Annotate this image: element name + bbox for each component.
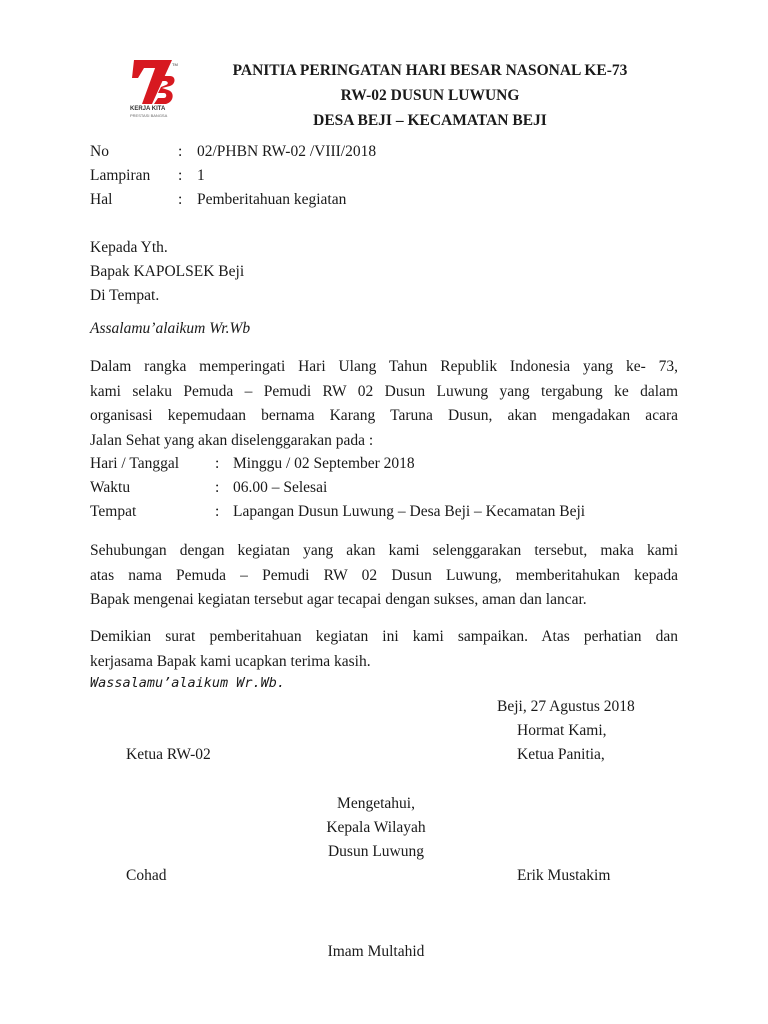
event-time-sep: : bbox=[215, 479, 220, 496]
paragraph-intro-line: Dalam rangka memperingati Hari Ulang Tahun Republik Indonesia yang ke- 73, bbox=[90, 358, 678, 375]
left-signatory-name: Cohad bbox=[126, 867, 167, 884]
event-date-value: Minggu / 02 September 2018 bbox=[233, 455, 415, 472]
closing-greeting: Wassalamu’alaikum Wr.Wb. bbox=[90, 675, 286, 691]
paragraph-intro-line: kami selaku Pemuda – Pemudi RW 02 Dusun Luwung yang tergabung ke dalam bbox=[90, 382, 678, 400]
recipient-line2: Bapak KAPOLSEK Beji bbox=[90, 263, 245, 280]
event-time-label: Waktu bbox=[90, 479, 131, 496]
paragraph-closing-line: kerjasama Bapak kami ucapkan terima kasih. bbox=[90, 652, 371, 670]
meta-no-sep: : bbox=[178, 143, 183, 160]
header-committee: PANITIA PERINGATAN HARI BESAR NASONAL KE-73 bbox=[232, 62, 628, 79]
paragraph-notice bbox=[90, 539, 678, 613]
acknowledged-role: Kepala Wilayah bbox=[326, 819, 426, 836]
meta-hal-sep: : bbox=[178, 191, 183, 208]
paragraph-closing-line: Demikian surat pemberitahuan kegiatan ini kami sampaikan. Atas perhatian dan bbox=[90, 628, 678, 645]
paragraph-intro-line: Jalan Sehat yang akan diselenggarakan pada : bbox=[90, 431, 374, 449]
acknowledged-label: Mengetahui, bbox=[337, 795, 415, 812]
meta-no-value: 02/PHBN RW-02 /VIII/2018 bbox=[197, 143, 377, 160]
meta-hal-label: Hal bbox=[90, 191, 113, 208]
svg-text:TM: TM bbox=[172, 62, 178, 67]
event-place-value: Lapangan Dusun Luwung – Desa Beji – Kecamatan Beji bbox=[233, 503, 586, 520]
opening-greeting: Assalamu’alaikum Wr.Wb bbox=[90, 320, 251, 337]
event-time-value: 06.00 – Selesai bbox=[233, 479, 328, 496]
left-signatory-title: Ketua RW-02 bbox=[126, 746, 211, 763]
acknowledged-area: Dusun Luwung bbox=[327, 843, 424, 860]
recipient-line1: Kepada Yth. bbox=[90, 239, 168, 256]
paragraph-notice-line: Sehubungan dengan kegiatan yang akan kami selenggarakan tersebut, maka kami bbox=[90, 542, 678, 559]
event-place-label: Tempat bbox=[90, 503, 137, 520]
meta-hal-value: Pemberitahuan kegiatan bbox=[197, 191, 347, 208]
paragraph-intro-line: organisasi kepemudaan bernama Karang Taruna Dusun, akan mengadakan acara bbox=[90, 407, 678, 424]
header-desa: DESA BEJI – KECAMATAN BEJI bbox=[313, 112, 547, 129]
meta-lampiran-sep: : bbox=[178, 167, 183, 184]
paragraph-closing bbox=[90, 625, 678, 674]
hut-ri-73-logo bbox=[128, 58, 178, 120]
meta-lampiran-value: 1 bbox=[197, 167, 205, 184]
header-rw: RW-02 DUSUN LUWUNG bbox=[340, 87, 520, 104]
event-place-sep: : bbox=[215, 503, 220, 520]
event-date-sep: : bbox=[215, 455, 220, 472]
regards: Hormat Kami, bbox=[517, 722, 607, 739]
logo-tagline-2: PRESTASI BANGSA bbox=[130, 113, 168, 118]
right-signatory-name: Erik Mustakim bbox=[517, 867, 611, 884]
logo-tagline-1: KERJA KITA bbox=[130, 106, 166, 112]
paragraph-notice-line: atas nama Pemuda – Pemudi RW 02 Dusun Luwung, memberitahukan kepada bbox=[90, 566, 678, 584]
meta-lampiran-label: Lampiran bbox=[90, 167, 151, 184]
paragraph-intro bbox=[90, 355, 678, 453]
place-date: Beji, 27 Agustus 2018 bbox=[497, 698, 635, 715]
event-date-label: Hari / Tanggal bbox=[90, 455, 180, 472]
meta-no-label: No bbox=[90, 143, 109, 160]
center-signatory-name: Imam Multahid bbox=[327, 943, 425, 960]
right-signatory-title: Ketua Panitia, bbox=[517, 746, 605, 763]
paragraph-notice-line: Bapak mengenai kegiatan tersebut agar tecapai dengan sukses, aman dan lancar. bbox=[90, 591, 587, 608]
recipient-line3: Di Tempat. bbox=[90, 287, 160, 304]
